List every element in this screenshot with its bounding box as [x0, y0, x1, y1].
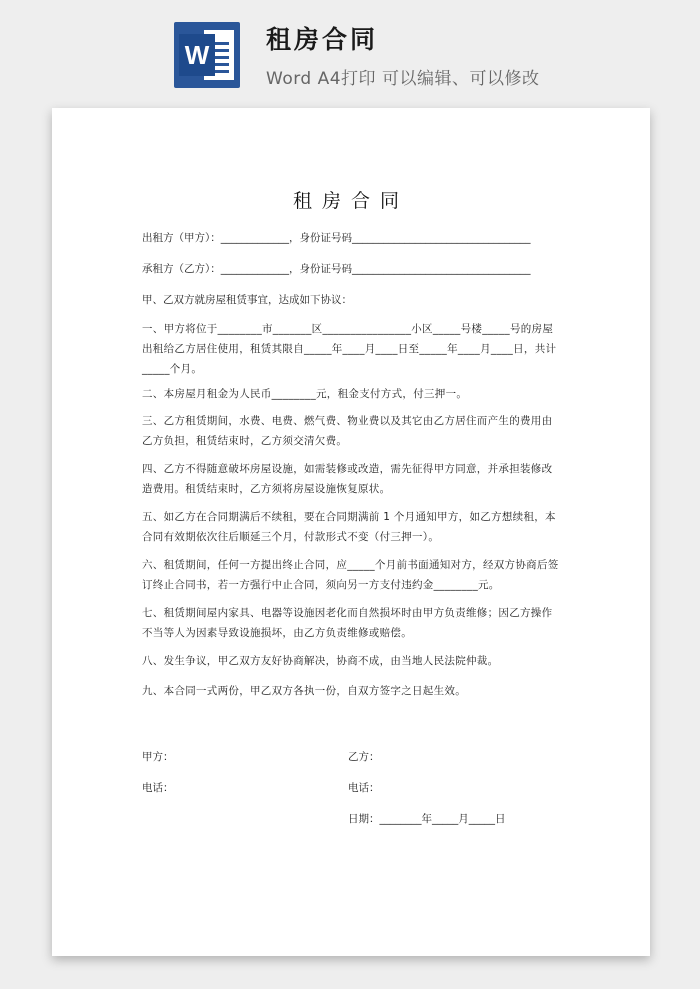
signature-party-a: 甲方： — [142, 751, 174, 763]
lessor-line: 出租方（甲方）：_____________，身份证号码__________________________________ — [142, 232, 531, 244]
contract-title: 租房合同 — [292, 190, 409, 212]
document-page — [52, 108, 650, 956]
clause-6: 六、租赁期间，任何一方提出终止合同，应_____个月前书面通知对方，经双方协商后签订终止合同书，若一方强行中止合同，须向另一方支付违约金________元。 — [142, 559, 559, 591]
lessee-line: 承租方（乙方）：_____________，身份证号码__________________________________ — [142, 263, 531, 275]
word-letter: W — [179, 34, 215, 76]
intro-line: 甲、乙双方就房屋租赁事宜，达成如下协议： — [142, 294, 352, 306]
clause-1: 一、甲方将位于________市_______区________________小区_____号楼_____号的房屋出租给乙方居住使用，租赁其限自_____年____月____日至_____年____月____日，共计_____个月。 — [142, 323, 557, 375]
clause-3: 三、乙方租赁期间，水费、电费、燃气费、物业费以及其它由乙方居住而产生的费用由乙方负担，租赁结束时，乙方须交清欠费。 — [142, 415, 553, 447]
header-title: 租房合同 — [266, 25, 379, 54]
signature-date: 日期：________年_____月_____日 — [348, 813, 506, 825]
clause-4: 四、乙方不得随意破坏房屋设施，如需装修或改造，需先征得甲方同意，并承担装修改造费用。租赁结束时，乙方须将房屋设施恢复原状。 — [142, 463, 553, 495]
clause-7: 七、租赁期间屋内家具、电器等设施因老化而自然损坏时由甲方负责维修；因乙方操作不当等人为因素导致设施损坏，由乙方负责维修或赔偿。 — [142, 607, 553, 639]
clause-5: 五、如乙方在合同期满后不续租，要在合同期满前 1 个月通知甲方，如乙方想续租，本合同有效期依次往后顺延三个月，付款形式不变（付三押一）。 — [142, 511, 556, 543]
phone-party-a: 电话： — [142, 782, 174, 794]
signature-party-b: 乙方： — [348, 751, 380, 763]
header — [0, 0, 700, 100]
word-document-icon — [174, 22, 240, 88]
clause-8: 八、发生争议，甲乙双方友好协商解决，协商不成，由当地人民法院仲裁。 — [142, 655, 499, 667]
clause-2: 二、本房屋月租金为人民币________元，租金支付方式，付三押一。 — [142, 388, 468, 400]
header-subtitle: Word A4打印 可以编辑、可以修改 — [266, 69, 540, 89]
phone-party-b: 电话： — [348, 782, 380, 794]
clause-9: 九、本合同一式两份，甲乙双方各执一份，自双方签字之日起生效。 — [142, 685, 466, 697]
